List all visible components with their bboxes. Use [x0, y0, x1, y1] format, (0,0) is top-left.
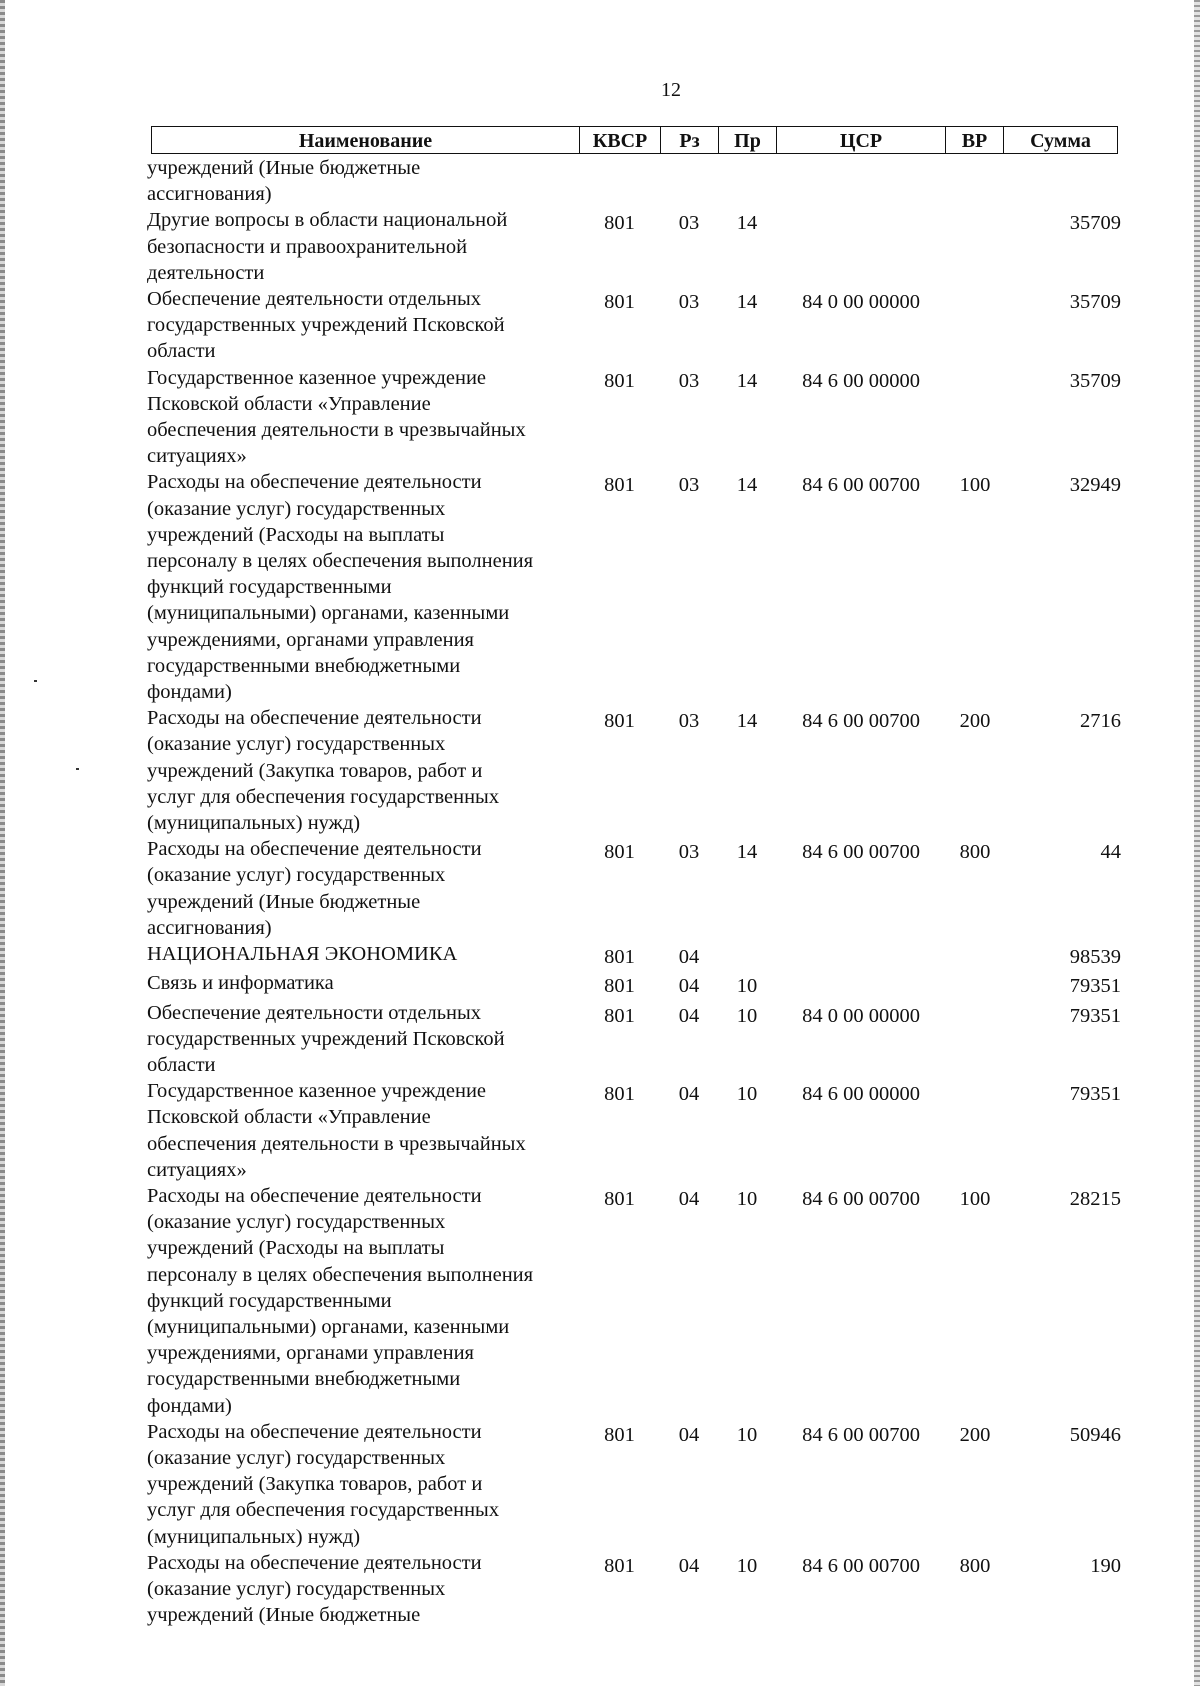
cell-pr [718, 941, 776, 970]
cell-name: Расходы на обеспечение деятельности (оказание услуг) государственных учреждений (Расходы на выплаты персоналу в целях обеспечения выполнения функций государственными (муниципальными) органами, казенными учреждениями, органами управления государственными внебюджетными фондами) [147, 1184, 534, 1417]
cell-csr [776, 970, 946, 999]
cell-name: Расходы на обеспечение деятельности (оказание услуг) государственных учреждений (Закупка товаров, работ и услуг для обеспечения государственных (муниципальных) нужд) [147, 707, 500, 835]
cell-pr: 14 [736, 291, 758, 314]
cell-pr: 14 [736, 841, 758, 864]
table-row [147, 207, 1127, 286]
header-vr: ВР [946, 127, 1004, 154]
cell-sum: 35709 [1069, 212, 1121, 235]
table-row [147, 705, 1127, 836]
cell-kvsr: 801 [604, 212, 635, 235]
cell-sum: 79351 [1069, 1004, 1121, 1027]
cell-sum [1004, 155, 1127, 207]
cell-sum: 28215 [1069, 1187, 1121, 1210]
cell-csr: 84 6 00 00700 [802, 474, 920, 497]
cell-vr [946, 941, 1004, 970]
cell-rz: 03 [678, 291, 700, 314]
page-number: 12 [661, 79, 681, 101]
cell-kvsr: 801 [604, 1083, 635, 1106]
cell-rz: 04 [678, 1554, 700, 1577]
cell-csr: 84 6 00 00000 [802, 1083, 920, 1106]
scan-edge-left [0, 0, 5, 1686]
cell-name: Расходы на обеспечение деятельности (оказание услуг) государственных учреждений (Иные бюджетные ассигнования) [147, 838, 482, 939]
cell-vr: 800 [959, 1554, 991, 1577]
budget-table-body [147, 155, 1127, 1628]
cell-csr: 84 6 00 00700 [802, 1187, 920, 1210]
cell-vr: 100 [959, 474, 991, 497]
cell-name: учреждений (Иные бюджетные ассигнования) [147, 157, 421, 206]
cell-kvsr [579, 155, 660, 207]
table-row [147, 941, 1127, 970]
cell-csr: 84 6 00 00700 [802, 1423, 920, 1446]
cell-pr: 10 [736, 1423, 758, 1446]
cell-name: Расходы на обеспечение деятельности (оказание услуг) государственных учреждений (Иные бюджетные [147, 1551, 482, 1627]
cell-rz: 04 [678, 1187, 700, 1210]
cell-kvsr: 801 [604, 946, 635, 969]
cell-rz: 03 [678, 212, 700, 235]
cell-vr: 100 [959, 1187, 991, 1210]
cell-sum: 190 [1090, 1554, 1121, 1577]
header-pr: Пр [719, 127, 777, 154]
cell-csr [776, 207, 946, 286]
cell-kvsr: 801 [604, 369, 635, 392]
cell-rz [660, 155, 718, 207]
table-row [147, 836, 1127, 941]
table-header [151, 126, 1118, 154]
cell-kvsr: 801 [604, 1554, 635, 1577]
cell-pr: 14 [736, 369, 758, 392]
cell-csr: 84 6 00 00000 [802, 369, 920, 392]
table-row [147, 155, 1127, 207]
cell-sum: 50946 [1069, 1423, 1121, 1446]
cell-sum: 32949 [1069, 474, 1121, 497]
cell-vr: 800 [959, 841, 991, 864]
cell-sum: 79351 [1069, 975, 1121, 998]
table-row [147, 970, 1127, 999]
cell-name: Другие вопросы в области национальной безопасности и правоохранительной деятельности [147, 209, 508, 284]
cell-kvsr: 801 [604, 975, 635, 998]
cell-kvsr: 801 [604, 710, 635, 733]
cell-vr [946, 155, 1004, 207]
cell-name: Государственное казенное учреждение Псковской области «Управление обеспечения деятельности в чрезвычайных ситуациях» [147, 1080, 526, 1181]
cell-pr: 10 [736, 1083, 758, 1106]
cell-name: Обеспечение деятельности отдельных государственных учреждений Псковской области [147, 1001, 505, 1076]
cell-csr [776, 941, 946, 970]
cell-rz: 04 [678, 975, 700, 998]
table-row [147, 286, 1127, 365]
cell-rz: 03 [678, 841, 700, 864]
cell-pr: 14 [736, 212, 758, 235]
cell-csr: 84 6 00 00700 [802, 1554, 920, 1577]
cell-pr: 14 [736, 710, 758, 733]
cell-vr [946, 207, 1004, 286]
header-sum: Сумма [1004, 127, 1118, 154]
cell-rz: 04 [678, 1083, 700, 1106]
cell-pr: 14 [736, 474, 758, 497]
cell-name: Связь и информатика [147, 972, 334, 995]
table-row [147, 365, 1127, 470]
cell-rz: 04 [678, 1423, 700, 1446]
cell-name: Расходы на обеспечение деятельности (оказание услуг) государственных учреждений (Закупка товаров, работ и услуг для обеспечения государственных (муниципальных) нужд) [147, 1420, 500, 1548]
cell-csr [776, 155, 946, 207]
header-csr: ЦСР [777, 127, 946, 154]
cell-name: Расходы на обеспечение деятельности (оказание услуг) государственных учреждений (Расходы на выплаты персоналу в целях обеспечения выполнения функций государственными (муниципальными) органами, казенными учреждениями, органами управления государственными внебюджетными фондами) [147, 471, 534, 704]
cell-csr: 84 6 00 00700 [802, 710, 920, 733]
cell-kvsr: 801 [604, 841, 635, 864]
cell-rz: 03 [678, 369, 700, 392]
cell-rz: 03 [678, 474, 700, 497]
header-kvsr: КВСР [580, 127, 661, 154]
cell-kvsr: 801 [604, 1187, 635, 1210]
cell-pr: 10 [736, 1554, 758, 1577]
cell-vr [946, 365, 1004, 470]
cell-sum: 2716 [1080, 710, 1121, 733]
cell-pr: 10 [736, 1187, 758, 1210]
cell-name: Обеспечение деятельности отдельных государственных учреждений Псковской области [147, 288, 505, 363]
cell-csr: 84 0 00 00000 [802, 1004, 920, 1027]
table-row [147, 1550, 1127, 1629]
cell-sum: 44 [1100, 841, 1121, 864]
cell-name: Государственное казенное учреждение Псковской области «Управление обеспечения деятельности в чрезвычайных ситуациях» [147, 366, 526, 468]
cell-csr: 84 0 00 00000 [802, 291, 920, 314]
scan-speck [34, 680, 37, 682]
table-row [147, 1183, 1127, 1419]
cell-sum: 35709 [1069, 291, 1121, 314]
cell-kvsr: 801 [604, 1423, 635, 1446]
scan-edge-right [1194, 0, 1200, 1686]
cell-rz: 04 [678, 1004, 700, 1027]
cell-rz: 04 [678, 946, 700, 969]
cell-vr [946, 286, 1004, 365]
cell-sum: 98539 [1069, 946, 1121, 969]
cell-kvsr: 801 [604, 291, 635, 314]
cell-rz: 03 [678, 710, 700, 733]
header-rz: Рз [661, 127, 719, 154]
header-name: Наименование [152, 127, 580, 154]
cell-vr: 200 [959, 710, 991, 733]
table-row [147, 1000, 1127, 1079]
cell-vr: 200 [959, 1423, 991, 1446]
cell-kvsr: 801 [604, 474, 635, 497]
cell-vr [946, 1000, 1004, 1079]
cell-csr: 84 6 00 00700 [802, 841, 920, 864]
table-row [147, 1419, 1127, 1550]
cell-vr [946, 1078, 1004, 1183]
cell-sum: 79351 [1069, 1083, 1121, 1106]
cell-pr: 10 [736, 975, 758, 998]
cell-kvsr: 801 [604, 1004, 635, 1027]
table-row [147, 1078, 1127, 1183]
table-row [147, 469, 1127, 705]
cell-name: НАЦИОНАЛЬНАЯ ЭКОНОМИКА [147, 943, 458, 966]
scan-speck [76, 768, 79, 770]
cell-vr [946, 970, 1004, 999]
cell-sum: 35709 [1069, 369, 1121, 392]
cell-pr [718, 155, 776, 207]
cell-pr: 10 [736, 1004, 758, 1027]
